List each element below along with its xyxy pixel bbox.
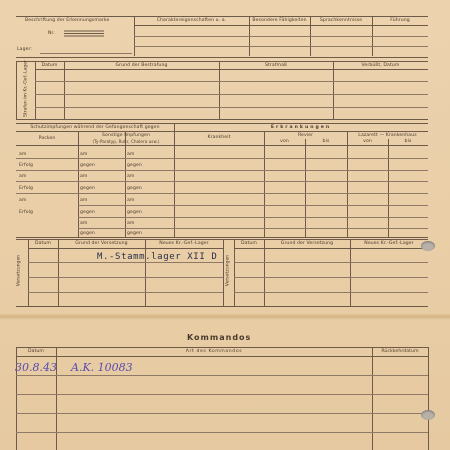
rule xyxy=(35,94,428,95)
rule xyxy=(16,170,428,171)
vacc-cell: am xyxy=(127,152,135,157)
col-illness: Krankheit xyxy=(207,135,231,140)
rule xyxy=(134,25,428,26)
rule xyxy=(264,239,265,306)
rule xyxy=(16,306,428,307)
rule xyxy=(16,413,428,414)
col-pox: Pocken xyxy=(38,136,56,141)
rule xyxy=(264,131,265,237)
rule xyxy=(16,119,428,120)
rule xyxy=(174,123,175,237)
col-reason: Grund der Versetzung xyxy=(75,241,128,246)
col-date: Datum xyxy=(27,349,45,354)
rule xyxy=(16,123,428,124)
rule xyxy=(388,139,389,237)
rule xyxy=(78,205,428,206)
col-new-camp: Neues Kr.-Gef.-Lager xyxy=(159,241,209,246)
vacc-cell: gegen xyxy=(80,210,95,215)
rule xyxy=(40,53,132,54)
vaccinations-title: Schutzimpfungen während der Gefangenschaft gegen xyxy=(30,125,160,130)
col-date: Datum xyxy=(34,241,52,246)
rule xyxy=(16,375,428,376)
rule xyxy=(16,57,428,58)
vacc-cell: gegen xyxy=(80,163,95,168)
rule xyxy=(125,131,126,237)
rule xyxy=(35,107,428,108)
rule xyxy=(16,158,428,159)
conduct-label: Führung xyxy=(390,18,410,23)
col-reason: Grund der Bestrafung xyxy=(115,63,168,68)
transfers-side-label: Versetzungen xyxy=(16,254,22,287)
identity-label: Beschriftung der Erkennungsmarke xyxy=(25,18,110,23)
rule xyxy=(28,277,223,278)
abilities-label: Besondere Fähigkeiten xyxy=(252,18,307,23)
col-date: Datum xyxy=(41,63,58,68)
kommando-date: 30.8.43 xyxy=(15,361,57,374)
col-other: Sonstige Impfungen xyxy=(102,133,150,138)
rule xyxy=(16,356,428,357)
vacc-cell: am xyxy=(127,221,135,226)
rule xyxy=(28,239,29,306)
col-return: Rückkehrdatum xyxy=(381,349,419,354)
rule xyxy=(350,239,351,306)
lager-label: Lager: xyxy=(17,47,33,52)
vacc-cell: am xyxy=(80,152,88,157)
rule xyxy=(78,217,428,218)
rule xyxy=(28,262,223,263)
col-type: Art des Kommandos xyxy=(185,349,243,354)
rule xyxy=(145,239,146,306)
from-label: von xyxy=(280,139,289,144)
rule xyxy=(223,239,224,306)
rule xyxy=(305,139,306,237)
rule xyxy=(78,131,79,237)
rule xyxy=(16,145,428,146)
col-hospital: Lazarett — Krankenhaus xyxy=(358,133,417,138)
fold-crease xyxy=(0,314,450,320)
to-label: bis xyxy=(322,139,330,144)
punch-hole xyxy=(421,410,435,420)
rule xyxy=(134,46,428,47)
camp-stamp: M.-Stamm.lager XII D xyxy=(97,252,218,262)
vacc-cell: Erfolg xyxy=(19,210,34,215)
rule xyxy=(234,277,428,278)
rule xyxy=(16,181,428,182)
from-label: von xyxy=(363,139,372,144)
vacc-cell: gegen xyxy=(127,163,142,168)
vacc-cell: gegen xyxy=(127,186,142,191)
vacc-cell: am xyxy=(80,221,88,226)
rule xyxy=(28,248,223,249)
punch-hole xyxy=(421,241,435,251)
rule xyxy=(134,36,428,37)
rule xyxy=(58,239,59,306)
character-label: Charaktereigenschaften u. a. xyxy=(156,18,227,23)
rule xyxy=(234,292,428,293)
col-date: Datum xyxy=(240,241,258,246)
vacc-cell: am xyxy=(19,152,27,157)
vacc-cell: Erfolg xyxy=(19,163,34,168)
rule xyxy=(372,347,373,450)
rule xyxy=(234,239,235,306)
rule xyxy=(16,237,428,238)
vacc-cell: am xyxy=(19,198,27,203)
to-label: bis xyxy=(404,139,412,144)
col-other-sub: (Ty-Paratyp, Ruhr, Cholera usw.) xyxy=(92,139,160,144)
nr-label: Nr. xyxy=(48,31,55,36)
rule xyxy=(16,61,17,119)
rule xyxy=(347,131,348,237)
transfers-side-label: Versetzungen xyxy=(225,254,231,287)
rule xyxy=(35,69,428,70)
rule xyxy=(428,347,429,450)
col-infirmary: Revier xyxy=(297,133,314,138)
col-served: Verbüßt, Datum xyxy=(361,63,400,68)
vacc-cell: am xyxy=(80,198,88,203)
rule xyxy=(234,262,428,263)
col-new-camp: Neues Kr.-Gef.-Lager xyxy=(364,241,414,246)
illnesses-title: Erkrankungen xyxy=(270,125,332,130)
languages-label: Sprachkenntnisse xyxy=(319,18,363,23)
nr-field xyxy=(64,30,104,37)
rule xyxy=(16,193,428,194)
rule xyxy=(78,228,428,229)
vacc-cell: am xyxy=(127,198,135,203)
vacc-cell: gegen xyxy=(127,210,142,215)
rule xyxy=(16,16,428,17)
col-penalty: Strafmaß xyxy=(264,63,288,68)
rule xyxy=(28,292,223,293)
rule xyxy=(35,81,428,82)
kommandos-title: Kommandos xyxy=(187,333,252,342)
rule xyxy=(16,239,428,240)
col-reason: Grund der Versetzung xyxy=(280,241,334,246)
vacc-cell: gegen xyxy=(80,231,95,236)
vacc-cell: gegen xyxy=(80,186,95,191)
vacc-cell: Erfolg xyxy=(19,186,34,191)
vacc-cell: am xyxy=(19,174,27,179)
rule xyxy=(234,248,428,249)
vacc-cell: am xyxy=(80,174,88,179)
punishments-side-label: Strafen im Kr.-Gef.-Lager xyxy=(23,60,29,118)
rule xyxy=(16,61,428,62)
rule xyxy=(16,347,428,348)
vacc-cell: am xyxy=(127,174,135,179)
rule xyxy=(16,432,428,433)
rule xyxy=(16,394,428,395)
vacc-cell: gegen xyxy=(127,231,142,236)
kommando-type: A.K. 10083 xyxy=(71,361,133,374)
